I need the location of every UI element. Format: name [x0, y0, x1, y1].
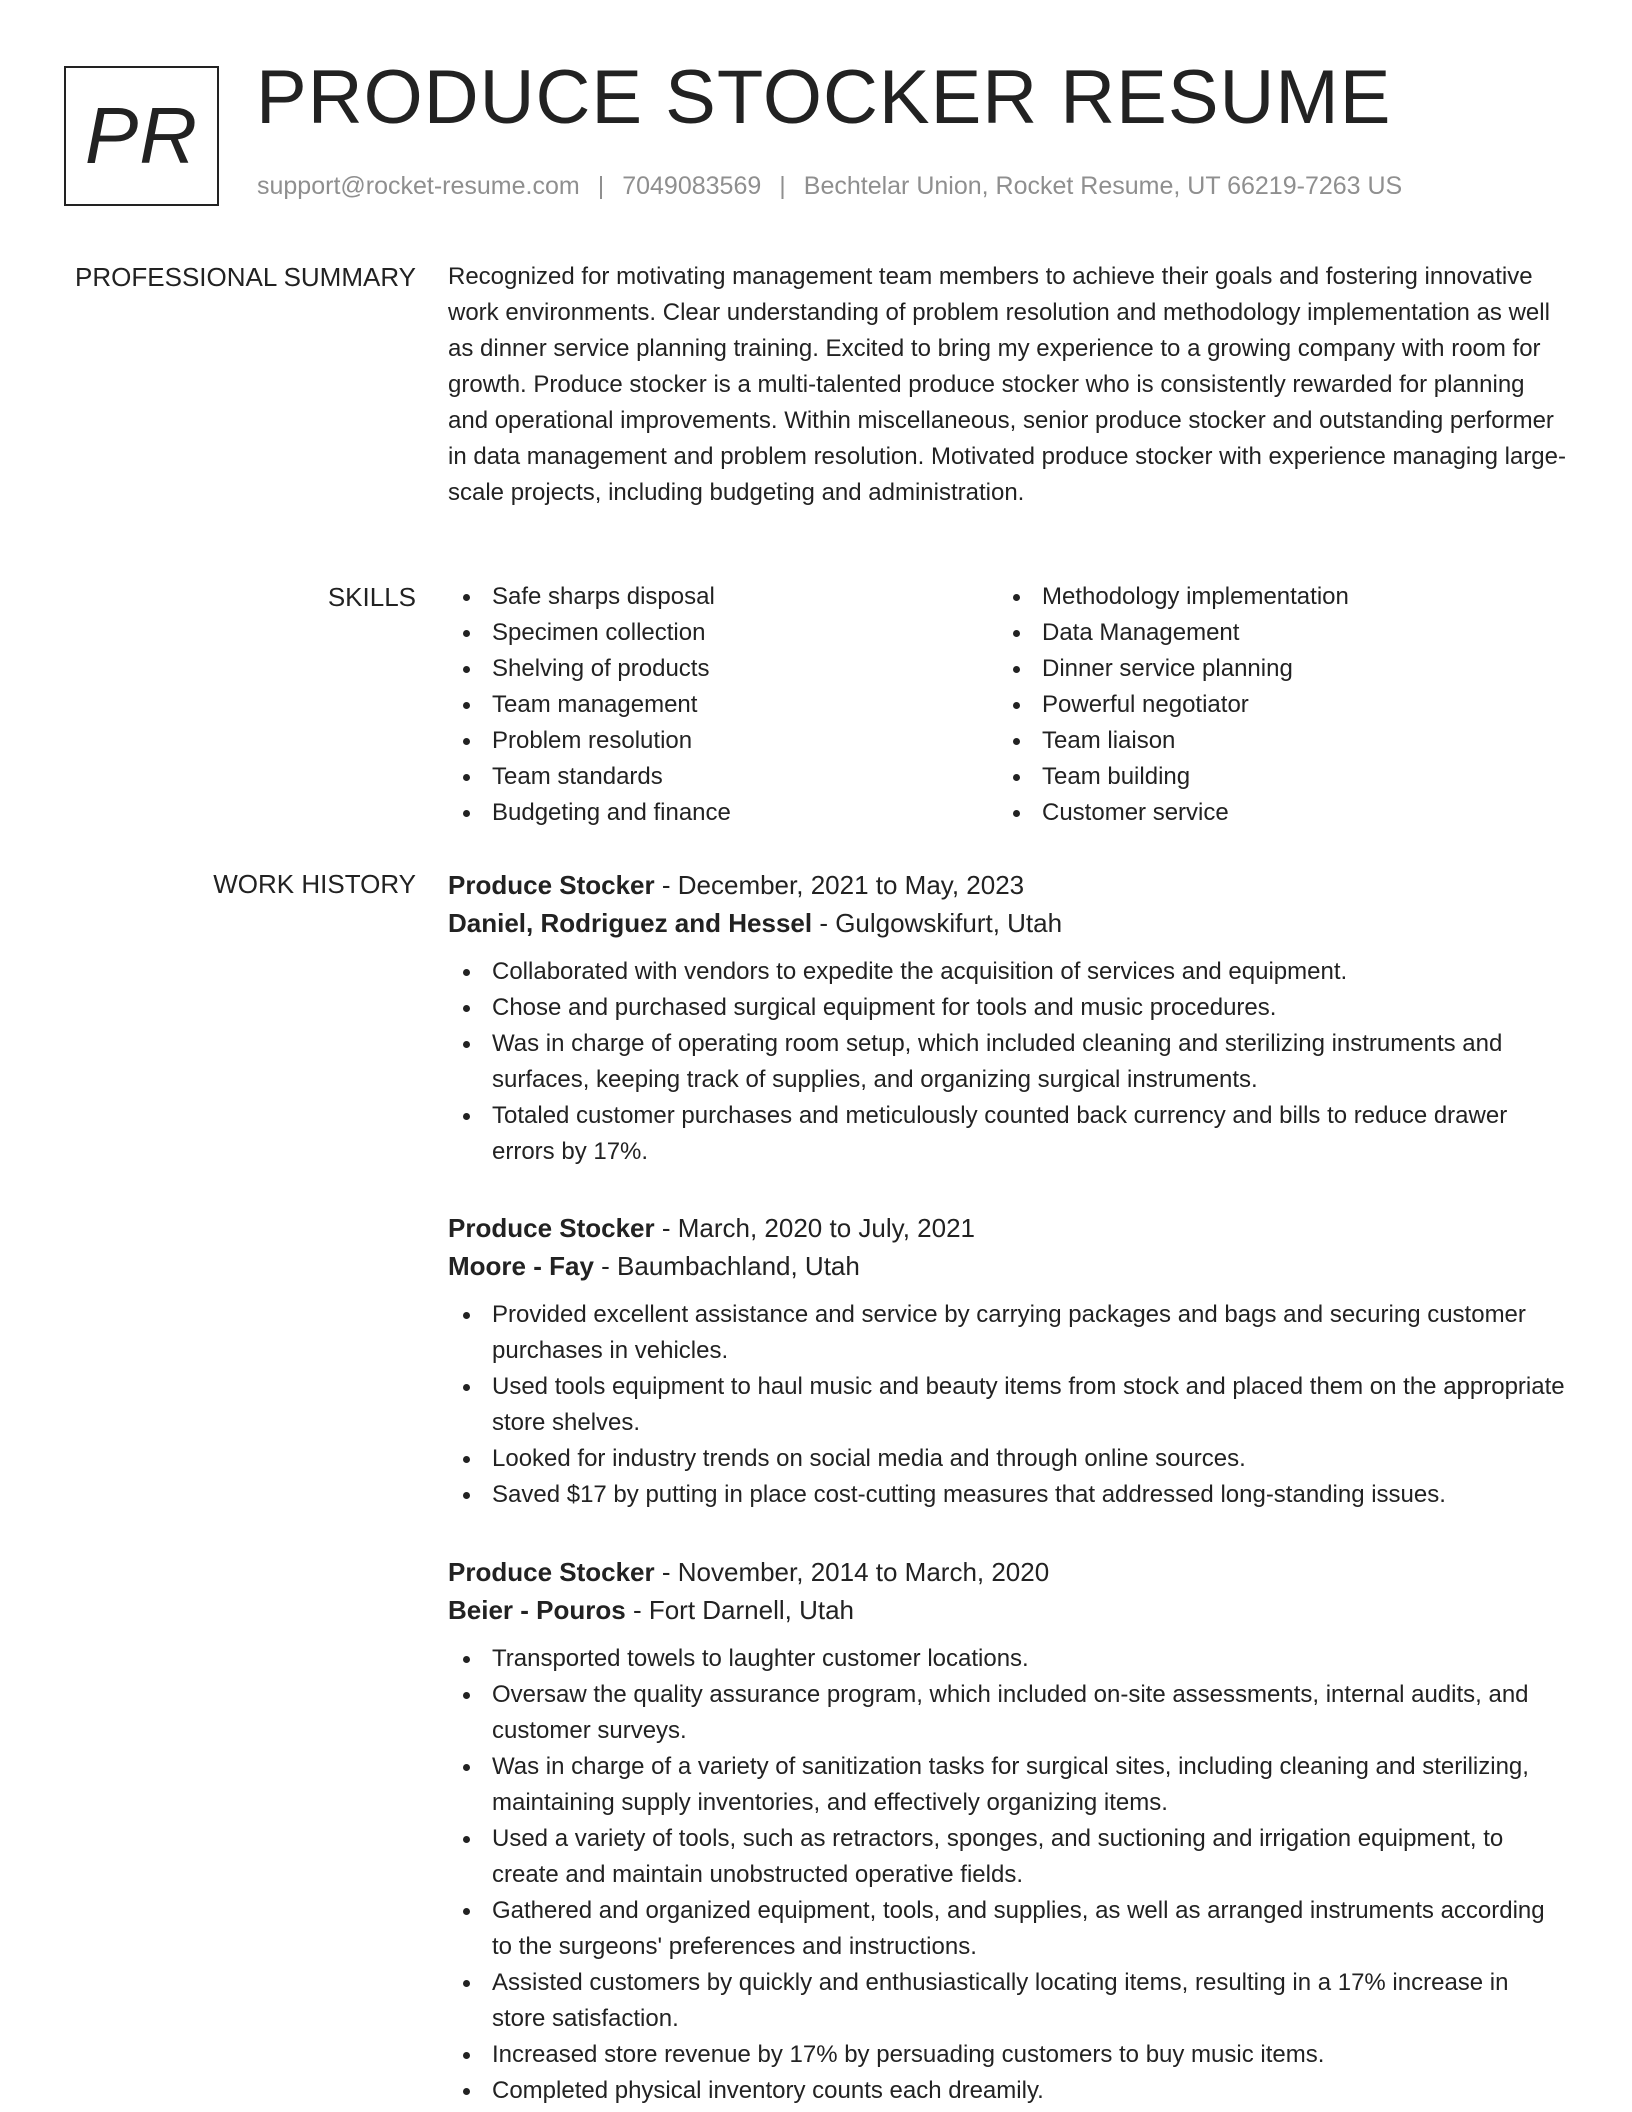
contact-separator: | — [779, 172, 786, 200]
job-dates: - November, 2014 to March, 2020 — [654, 1557, 1050, 1587]
skill-item: Dinner service planning — [998, 651, 1558, 687]
job-bullet: Was in charge of operating room setup, which included cleaning and sterilizing instruments and surfaces, keeping track of supplies, and organizing surgical instruments. — [448, 1026, 1568, 1098]
contact-line — [257, 172, 1402, 201]
job-bullet: Transported towels to laughter customer locations. — [448, 1641, 1568, 1677]
job-title-line — [448, 1209, 1568, 1247]
skills-list-left — [448, 579, 988, 831]
skill-item: Budgeting and finance — [448, 795, 988, 831]
skill-item: Powerful negotiator — [998, 687, 1558, 723]
job-company-line — [448, 1591, 1568, 1629]
job-company: Beier - Pouros — [448, 1595, 626, 1625]
job-bullet: Used tools equipment to haul music and beauty items from stock and placed them on the appropriate store shelves. — [448, 1369, 1568, 1441]
job-bullets — [448, 1641, 1568, 2109]
job-entry — [448, 1209, 1568, 1513]
job-dates: - March, 2020 to July, 2021 — [654, 1213, 975, 1243]
skills-list-right — [998, 579, 1558, 831]
job-title-line — [448, 866, 1568, 904]
job-bullet: Collaborated with vendors to expedite the acquisition of services and equipment. — [448, 954, 1568, 990]
job-bullet: Was in charge of a variety of sanitization tasks for surgical sites, including cleaning and sterilizing, maintaining supply inventories, and effectively organizing items. — [448, 1749, 1568, 1821]
skill-item: Methodology implementation — [998, 579, 1558, 615]
skill-item: Customer service — [998, 795, 1558, 831]
resume-title: PRODUCE STOCKER RESUME — [256, 55, 1392, 140]
job-bullet: Chose and purchased surgical equipment for tools and music procedures. — [448, 990, 1568, 1026]
job-bullet: Increased store revenue by 17% by persuading customers to buy music items. — [448, 2037, 1568, 2073]
contact-address: Bechtelar Union, Rocket Resume, UT 66219-7263 US — [803, 172, 1403, 200]
skill-item: Team liaison — [998, 723, 1558, 759]
skill-item: Problem resolution — [448, 723, 988, 759]
monogram-logo: PR — [64, 66, 219, 206]
job-bullet: Used a variety of tools, such as retractors, sponges, and suctioning and irrigation equipment, to create and maintain unobstructed operative fields. — [448, 1821, 1568, 1893]
job-company: Daniel, Rodriguez and Hessel — [448, 908, 813, 938]
job-bullets — [448, 1297, 1568, 1513]
skill-item: Data Management — [998, 615, 1558, 651]
job-entry — [448, 1553, 1568, 2109]
job-title: Produce Stocker — [448, 1557, 655, 1587]
summary-text: Recognized for motivating management team members to achieve their goals and fostering innovative work environments. Clear understanding of problem resolution and methodology implementation as well as dinner service planning training. Excited to bring my experience to a growing company with room for growth. Produce stocker is a multi-talented produce stocker who is consistently rewarded for planning and operational improvements. Within miscellaneous, senior produce stocker and outstanding performer in data management and problem resolution. Motivated produce stocker with experience managing large-scale projects, including budgeting and administration. — [448, 263, 1566, 506]
job-bullet: Gathered and organized equipment, tools, and supplies, as well as arranged instruments according to the surgeons' preferences and instructions. — [448, 1893, 1568, 1965]
contact-phone: 7049083569 — [622, 172, 762, 200]
job-title: Produce Stocker — [448, 870, 655, 900]
skill-item: Safe sharps disposal — [448, 579, 988, 615]
job-location: - Baumbachland, Utah — [593, 1251, 860, 1281]
summary-section — [448, 259, 1568, 511]
job-bullet: Looked for industry trends on social media and through online sources. — [448, 1441, 1568, 1477]
job-bullet: Saved $17 by putting in place cost-cutting measures that addressed long-standing issues. — [448, 1477, 1568, 1513]
job-bullet: Provided excellent assistance and service by carrying packages and bags and securing customer purchases in vehicles. — [448, 1297, 1568, 1369]
job-dates: - December, 2021 to May, 2023 — [654, 870, 1025, 900]
job-title-line — [448, 1553, 1568, 1591]
contact-separator: | — [597, 172, 605, 200]
job-entry — [448, 866, 1568, 1170]
skill-item: Shelving of products — [448, 651, 988, 687]
job-bullet: Oversaw the quality assurance program, which included on-site assessments, internal audits, and customer surveys. — [448, 1677, 1568, 1749]
section-label-skills: SKILLS — [327, 582, 416, 612]
section-label-work-history: WORK HISTORY — [213, 869, 416, 899]
skills-section — [448, 579, 1568, 839]
skill-item: Specimen collection — [448, 615, 988, 651]
contact-email: support@rocket-resume.com — [257, 172, 580, 200]
job-company-line — [448, 904, 1568, 942]
job-bullet: Totaled customer purchases and meticulously counted back currency and bills to reduce drawer errors by 17%. — [448, 1098, 1568, 1170]
skill-item: Team standards — [448, 759, 988, 795]
job-bullet: Assisted customers by quickly and enthusiastically locating items, resulting in a 17% increase in store satisfaction. — [448, 1965, 1568, 2037]
section-label-summary: PROFESSIONAL SUMMARY — [75, 262, 416, 292]
skill-item: Team building — [998, 759, 1558, 795]
job-company: Moore - Fay — [448, 1251, 594, 1281]
job-company-line — [448, 1247, 1568, 1285]
job-bullets — [448, 954, 1568, 1170]
skill-item: Team management — [448, 687, 988, 723]
job-location: - Gulgowskifurt, Utah — [812, 908, 1063, 938]
job-bullet: Completed physical inventory counts each dreamily. — [448, 2073, 1568, 2109]
job-title: Produce Stocker — [448, 1213, 655, 1243]
job-location: - Fort Darnell, Utah — [625, 1595, 855, 1625]
